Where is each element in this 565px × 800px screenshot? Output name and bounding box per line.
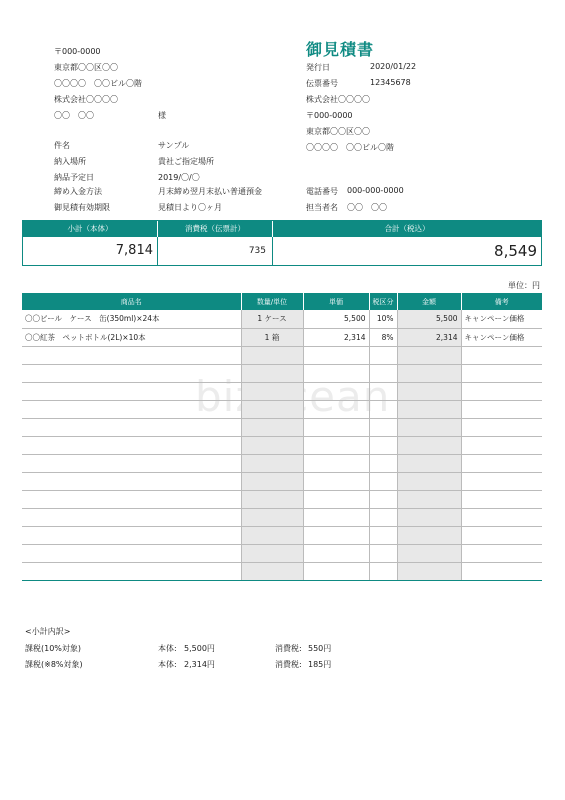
- empty-cell: [461, 346, 542, 364]
- item-name: 〇〇ビール ケース 缶(350ml)×24本: [22, 310, 241, 328]
- col-header-name: 商品名: [22, 293, 241, 310]
- col-header-price: 単価: [303, 293, 369, 310]
- breakdown-heading: <小計内訳>: [25, 627, 71, 636]
- empty-cell: [397, 346, 461, 364]
- empty-cell: [241, 382, 303, 400]
- empty-cell: [397, 418, 461, 436]
- item-note: キャンペーン価格: [461, 328, 542, 346]
- empty-cell: [303, 508, 369, 526]
- empty-cell: [303, 418, 369, 436]
- recipient-address1: 東京都〇〇区〇〇: [54, 63, 118, 72]
- issuer-tel-value: 000-000-0000: [347, 186, 404, 195]
- empty-cell: [303, 562, 369, 580]
- breakdown-tax-value-10: 550円: [308, 644, 332, 653]
- empty-cell: [241, 472, 303, 490]
- empty-cell: [461, 508, 542, 526]
- slip-no-label: 伝票番号: [306, 79, 338, 88]
- item-price: 5,500: [303, 310, 369, 328]
- detail-label-place: 納入場所: [54, 157, 86, 166]
- breakdown-base-label-8: 本体:: [158, 660, 177, 669]
- table-row: [22, 310, 542, 328]
- breakdown-category-8: 課税(※8%対象): [25, 660, 83, 669]
- items-table: [22, 293, 542, 581]
- breakdown-base-value-8: 2,314円: [184, 660, 215, 669]
- empty-cell: [241, 400, 303, 418]
- empty-cell: [461, 400, 542, 418]
- empty-cell: [303, 454, 369, 472]
- table-row-empty: [22, 364, 542, 382]
- breakdown-tax-label-10: 消費税:: [275, 644, 302, 653]
- recipient-person: 〇〇 〇〇: [54, 111, 94, 120]
- empty-cell: [369, 562, 397, 580]
- empty-cell: [397, 436, 461, 454]
- col-header-note: 備考: [461, 293, 542, 310]
- empty-cell: [22, 364, 241, 382]
- detail-value-place: 貴社ご指定場所: [158, 157, 214, 166]
- empty-cell: [303, 526, 369, 544]
- subtotal-label: 小計（本体）: [23, 221, 158, 237]
- table-row-empty: [22, 400, 542, 418]
- breakdown-base-value-10: 5,500円: [184, 644, 215, 653]
- empty-cell: [369, 508, 397, 526]
- issuer-postal: 〒000-0000: [306, 111, 353, 120]
- empty-cell: [461, 454, 542, 472]
- empty-cell: [22, 400, 241, 418]
- empty-cell: [461, 364, 542, 382]
- empty-cell: [397, 454, 461, 472]
- issuer-address2: 〇〇〇〇 〇〇ビル〇階: [306, 143, 394, 152]
- table-row-empty: [22, 472, 542, 490]
- empty-cell: [22, 562, 241, 580]
- empty-cell: [397, 490, 461, 508]
- empty-cell: [369, 490, 397, 508]
- empty-cell: [369, 382, 397, 400]
- subtotal-value: 7,814: [23, 237, 158, 265]
- summary-box: [22, 220, 542, 266]
- empty-cell: [241, 526, 303, 544]
- recipient-honorific: 様: [158, 111, 166, 120]
- empty-cell: [369, 400, 397, 418]
- empty-cell: [461, 490, 542, 508]
- table-row-empty: [22, 436, 542, 454]
- empty-cell: [397, 544, 461, 562]
- recipient-address2: 〇〇〇〇 〇〇ビル〇階: [54, 79, 142, 88]
- empty-cell: [22, 346, 241, 364]
- empty-cell: [241, 544, 303, 562]
- detail-label-validity: 御見積有効期限: [54, 203, 110, 212]
- breakdown-tax-label-8: 消費税:: [275, 660, 302, 669]
- total-label: 合計（税込）: [273, 221, 541, 237]
- empty-cell: [22, 382, 241, 400]
- empty-cell: [303, 346, 369, 364]
- item-price: 2,314: [303, 328, 369, 346]
- empty-cell: [397, 526, 461, 544]
- item-amount: 5,500: [397, 310, 461, 328]
- detail-label-subject: 件名: [54, 141, 70, 150]
- col-header-amount: 金額: [397, 293, 461, 310]
- table-row: [22, 328, 542, 346]
- empty-cell: [22, 472, 241, 490]
- table-row-empty: [22, 454, 542, 472]
- empty-cell: [241, 346, 303, 364]
- empty-cell: [22, 544, 241, 562]
- detail-value-subject: サンプル: [158, 141, 190, 150]
- detail-label-delivery: 納品予定日: [54, 173, 94, 182]
- empty-cell: [22, 418, 241, 436]
- empty-cell: [241, 418, 303, 436]
- empty-cell: [303, 472, 369, 490]
- issue-date-label: 発行日: [306, 63, 330, 72]
- tax-label: 消費税（伝票計）: [158, 221, 273, 237]
- empty-cell: [303, 382, 369, 400]
- breakdown-tax-value-8: 185円: [308, 660, 332, 669]
- empty-cell: [397, 508, 461, 526]
- detail-value-payment: 月末締め翌月末払い普通預金: [158, 187, 262, 196]
- empty-cell: [303, 364, 369, 382]
- empty-cell: [461, 382, 542, 400]
- empty-cell: [397, 364, 461, 382]
- empty-cell: [22, 454, 241, 472]
- issuer-staff-value: 〇〇 〇〇: [347, 203, 387, 212]
- empty-cell: [369, 346, 397, 364]
- empty-cell: [303, 544, 369, 562]
- table-row-empty: [22, 346, 542, 364]
- empty-cell: [369, 418, 397, 436]
- empty-cell: [241, 454, 303, 472]
- empty-cell: [22, 436, 241, 454]
- empty-cell: [397, 472, 461, 490]
- empty-cell: [241, 436, 303, 454]
- empty-cell: [461, 472, 542, 490]
- empty-cell: [303, 400, 369, 418]
- empty-cell: [461, 526, 542, 544]
- table-row-empty: [22, 544, 542, 562]
- col-header-qty: 数量/単位: [241, 293, 303, 310]
- empty-cell: [303, 436, 369, 454]
- item-qty: 1 ケース: [241, 310, 303, 328]
- item-amount: 2,314: [397, 328, 461, 346]
- issuer-tel-label: 電話番号: [306, 187, 338, 196]
- item-qty: 1 箱: [241, 328, 303, 346]
- empty-cell: [397, 562, 461, 580]
- unit-note: 単位：円: [508, 281, 540, 290]
- empty-cell: [461, 544, 542, 562]
- empty-cell: [369, 526, 397, 544]
- breakdown-category-10: 課税(10%対象): [25, 644, 82, 653]
- empty-cell: [369, 364, 397, 382]
- empty-cell: [241, 490, 303, 508]
- empty-cell: [22, 508, 241, 526]
- empty-cell: [303, 490, 369, 508]
- issuer-address1: 東京都〇〇区〇〇: [306, 127, 370, 136]
- issuer-staff-label: 担当者名: [306, 203, 338, 212]
- table-row-empty: [22, 508, 542, 526]
- empty-cell: [369, 472, 397, 490]
- empty-cell: [369, 454, 397, 472]
- item-tax: 8%: [369, 328, 397, 346]
- issuer-company: 株式会社〇〇〇〇: [306, 95, 370, 104]
- recipient-postal: 〒000-0000: [54, 47, 101, 56]
- table-row-empty: [22, 490, 542, 508]
- col-header-tax: 税区分: [369, 293, 397, 310]
- empty-cell: [461, 562, 542, 580]
- empty-cell: [22, 490, 241, 508]
- item-tax: 10%: [369, 310, 397, 328]
- slip-no-value: 12345678: [370, 78, 411, 87]
- detail-value-delivery: 2019/〇/〇: [158, 173, 200, 182]
- breakdown-base-label-10: 本体:: [158, 644, 177, 653]
- table-row-empty: [22, 418, 542, 436]
- empty-cell: [369, 544, 397, 562]
- empty-cell: [241, 508, 303, 526]
- empty-cell: [22, 526, 241, 544]
- item-name: 〇〇紅茶 ペットボトル(2L)×10本: [22, 328, 241, 346]
- empty-cell: [241, 562, 303, 580]
- table-row-empty: [22, 562, 542, 580]
- tax-value: 735: [158, 237, 273, 265]
- table-row-empty: [22, 382, 542, 400]
- empty-cell: [369, 436, 397, 454]
- empty-cell: [397, 382, 461, 400]
- table-row-empty: [22, 526, 542, 544]
- total-value: 8,549: [494, 242, 537, 260]
- detail-value-validity: 見積日より〇ヶ月: [158, 203, 222, 212]
- recipient-company: 株式会社〇〇〇〇: [54, 95, 118, 104]
- issue-date-value: 2020/01/22: [370, 62, 417, 71]
- empty-cell: [461, 418, 542, 436]
- detail-label-payment: 締め入金方法: [54, 187, 102, 196]
- empty-cell: [397, 400, 461, 418]
- document-title: 御見積書: [306, 40, 375, 59]
- empty-cell: [461, 436, 542, 454]
- item-note: キャンペーン価格: [461, 310, 542, 328]
- empty-cell: [241, 364, 303, 382]
